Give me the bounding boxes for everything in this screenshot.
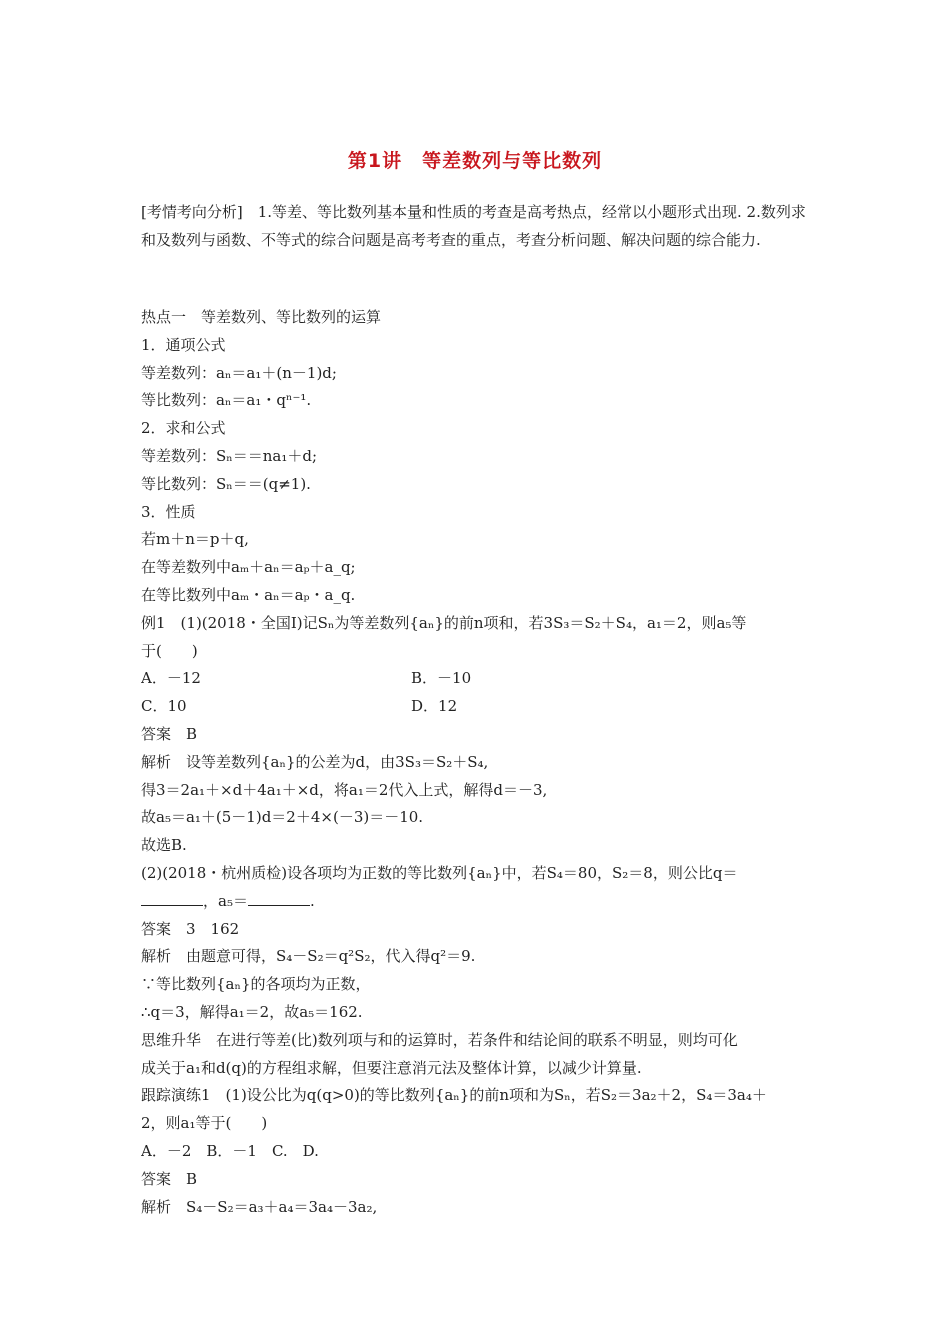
text-line: 等差数列：aₙ＝a₁＋(n－1)d;: [141, 363, 337, 382]
choice-row: [141, 693, 815, 721]
text-line: 在等比数列中aₘ・aₙ＝aₚ・a_q.: [141, 585, 356, 604]
choice-row: [141, 665, 815, 693]
blank-line: [141, 888, 815, 916]
text-line: 等差数列：Sₙ＝＝na₁＋d;: [141, 446, 318, 465]
analysis-line: 解析 由题意可得，S₄－S₂＝q²S₂，代入得q²＝9.: [141, 947, 476, 966]
section-heading: 3．性质: [141, 502, 196, 521]
insight-line: 思维升华 在进行等差(比)数列项与和的运算时，若条件和结论间的联系不明显，则均可化: [141, 1030, 738, 1049]
example-question: 例1 (1)(2018・全国Ⅰ)记Sₙ为等差数列{aₙ}的前n项和，若3S₃＝S₂＋S₄，a₁＝2，则a₅等: [141, 613, 747, 632]
choice-d: D．12: [411, 697, 458, 716]
analysis-line: 得3＝2a₁＋×d＋4a₁＋×d，将a₁＝2代入上式，解得d＝－3,: [141, 780, 548, 799]
insight-line: 成关于a₁和d(q)的方程组求解，但要注意消元法及整体计算，以减少计算量.: [141, 1058, 642, 1077]
analysis-line: 解析 设等差数列{aₙ}的公差为d，由3S₃＝S₂＋S₄,: [141, 752, 489, 771]
blank-label: ，a₅＝: [203, 891, 248, 910]
practice-question: 跟踪演练1 (1)设公比为q(q>0)的等比数列{aₙ}的前n项和为Sₙ，若S₂＝3a₂＋2，S₄＝3a₄＋: [141, 1086, 767, 1105]
answer-blank: [141, 889, 203, 906]
text-line: 在等差数列中aₘ＋aₙ＝aₚ＋a_q;: [141, 558, 356, 577]
choice-a: A．－12: [141, 669, 201, 688]
answer-line: 答案 3 162: [141, 919, 240, 938]
text-line: 等比数列：aₙ＝a₁・qⁿ⁻¹.: [141, 391, 312, 410]
page-title: 第1讲 等差数列与等比数列: [347, 150, 603, 172]
example-question: 于( ): [141, 641, 198, 660]
example-question: (2)(2018・杭州质检)设各项均为正数的等比数列{aₙ}中，若S₄＝80，S₂＝8，则公比q＝: [141, 863, 738, 882]
analysis-line: ∵等比数列{aₙ}的各项均为正数，: [141, 975, 371, 994]
analysis-line: 解析 S₄－S₂＝a₃＋a₄＝3a₄－3a₂,: [141, 1197, 378, 1216]
exam-analysis-paragraph: [考情考向分析] 1.等差、等比数列基本量和性质的考查是高考热点，经常以小题形式出现. 2.数列求和及数列与函数、不等式的综合问题是高考考查的重点，考查分析问题、解决问题的综合能力.: [141, 203, 806, 249]
answer-blank: [248, 889, 310, 906]
analysis-line: 故选B.: [141, 836, 187, 855]
content-body: [141, 304, 815, 1221]
practice-question: 2，则a₁等于( ): [141, 1114, 268, 1133]
choice-row: A．－2 B．－1 C. D.: [141, 1141, 319, 1160]
answer-line: 答案 B: [141, 724, 198, 743]
answer-line: 答案 B: [141, 1169, 198, 1188]
hotspot-heading: 热点一 等差数列、等比数列的运算: [141, 308, 382, 326]
analysis-line: ∴q＝3，解得a₁＝2，故a₅＝162.: [141, 1002, 363, 1021]
section-heading: 1．通项公式: [141, 335, 226, 354]
text-line: 等比数列：Sₙ＝＝(q≠1).: [141, 474, 311, 493]
blank-period: .: [309, 891, 315, 910]
analysis-line: 故a₅＝a₁＋(5－1)d＝2＋4×(－3)＝－10.: [141, 808, 424, 827]
section-heading: 2．求和公式: [141, 419, 226, 438]
text-line: 若m＋n＝p＋q,: [141, 530, 249, 549]
choice-c: C．10: [141, 697, 187, 716]
choice-b: B．－10: [411, 669, 472, 688]
